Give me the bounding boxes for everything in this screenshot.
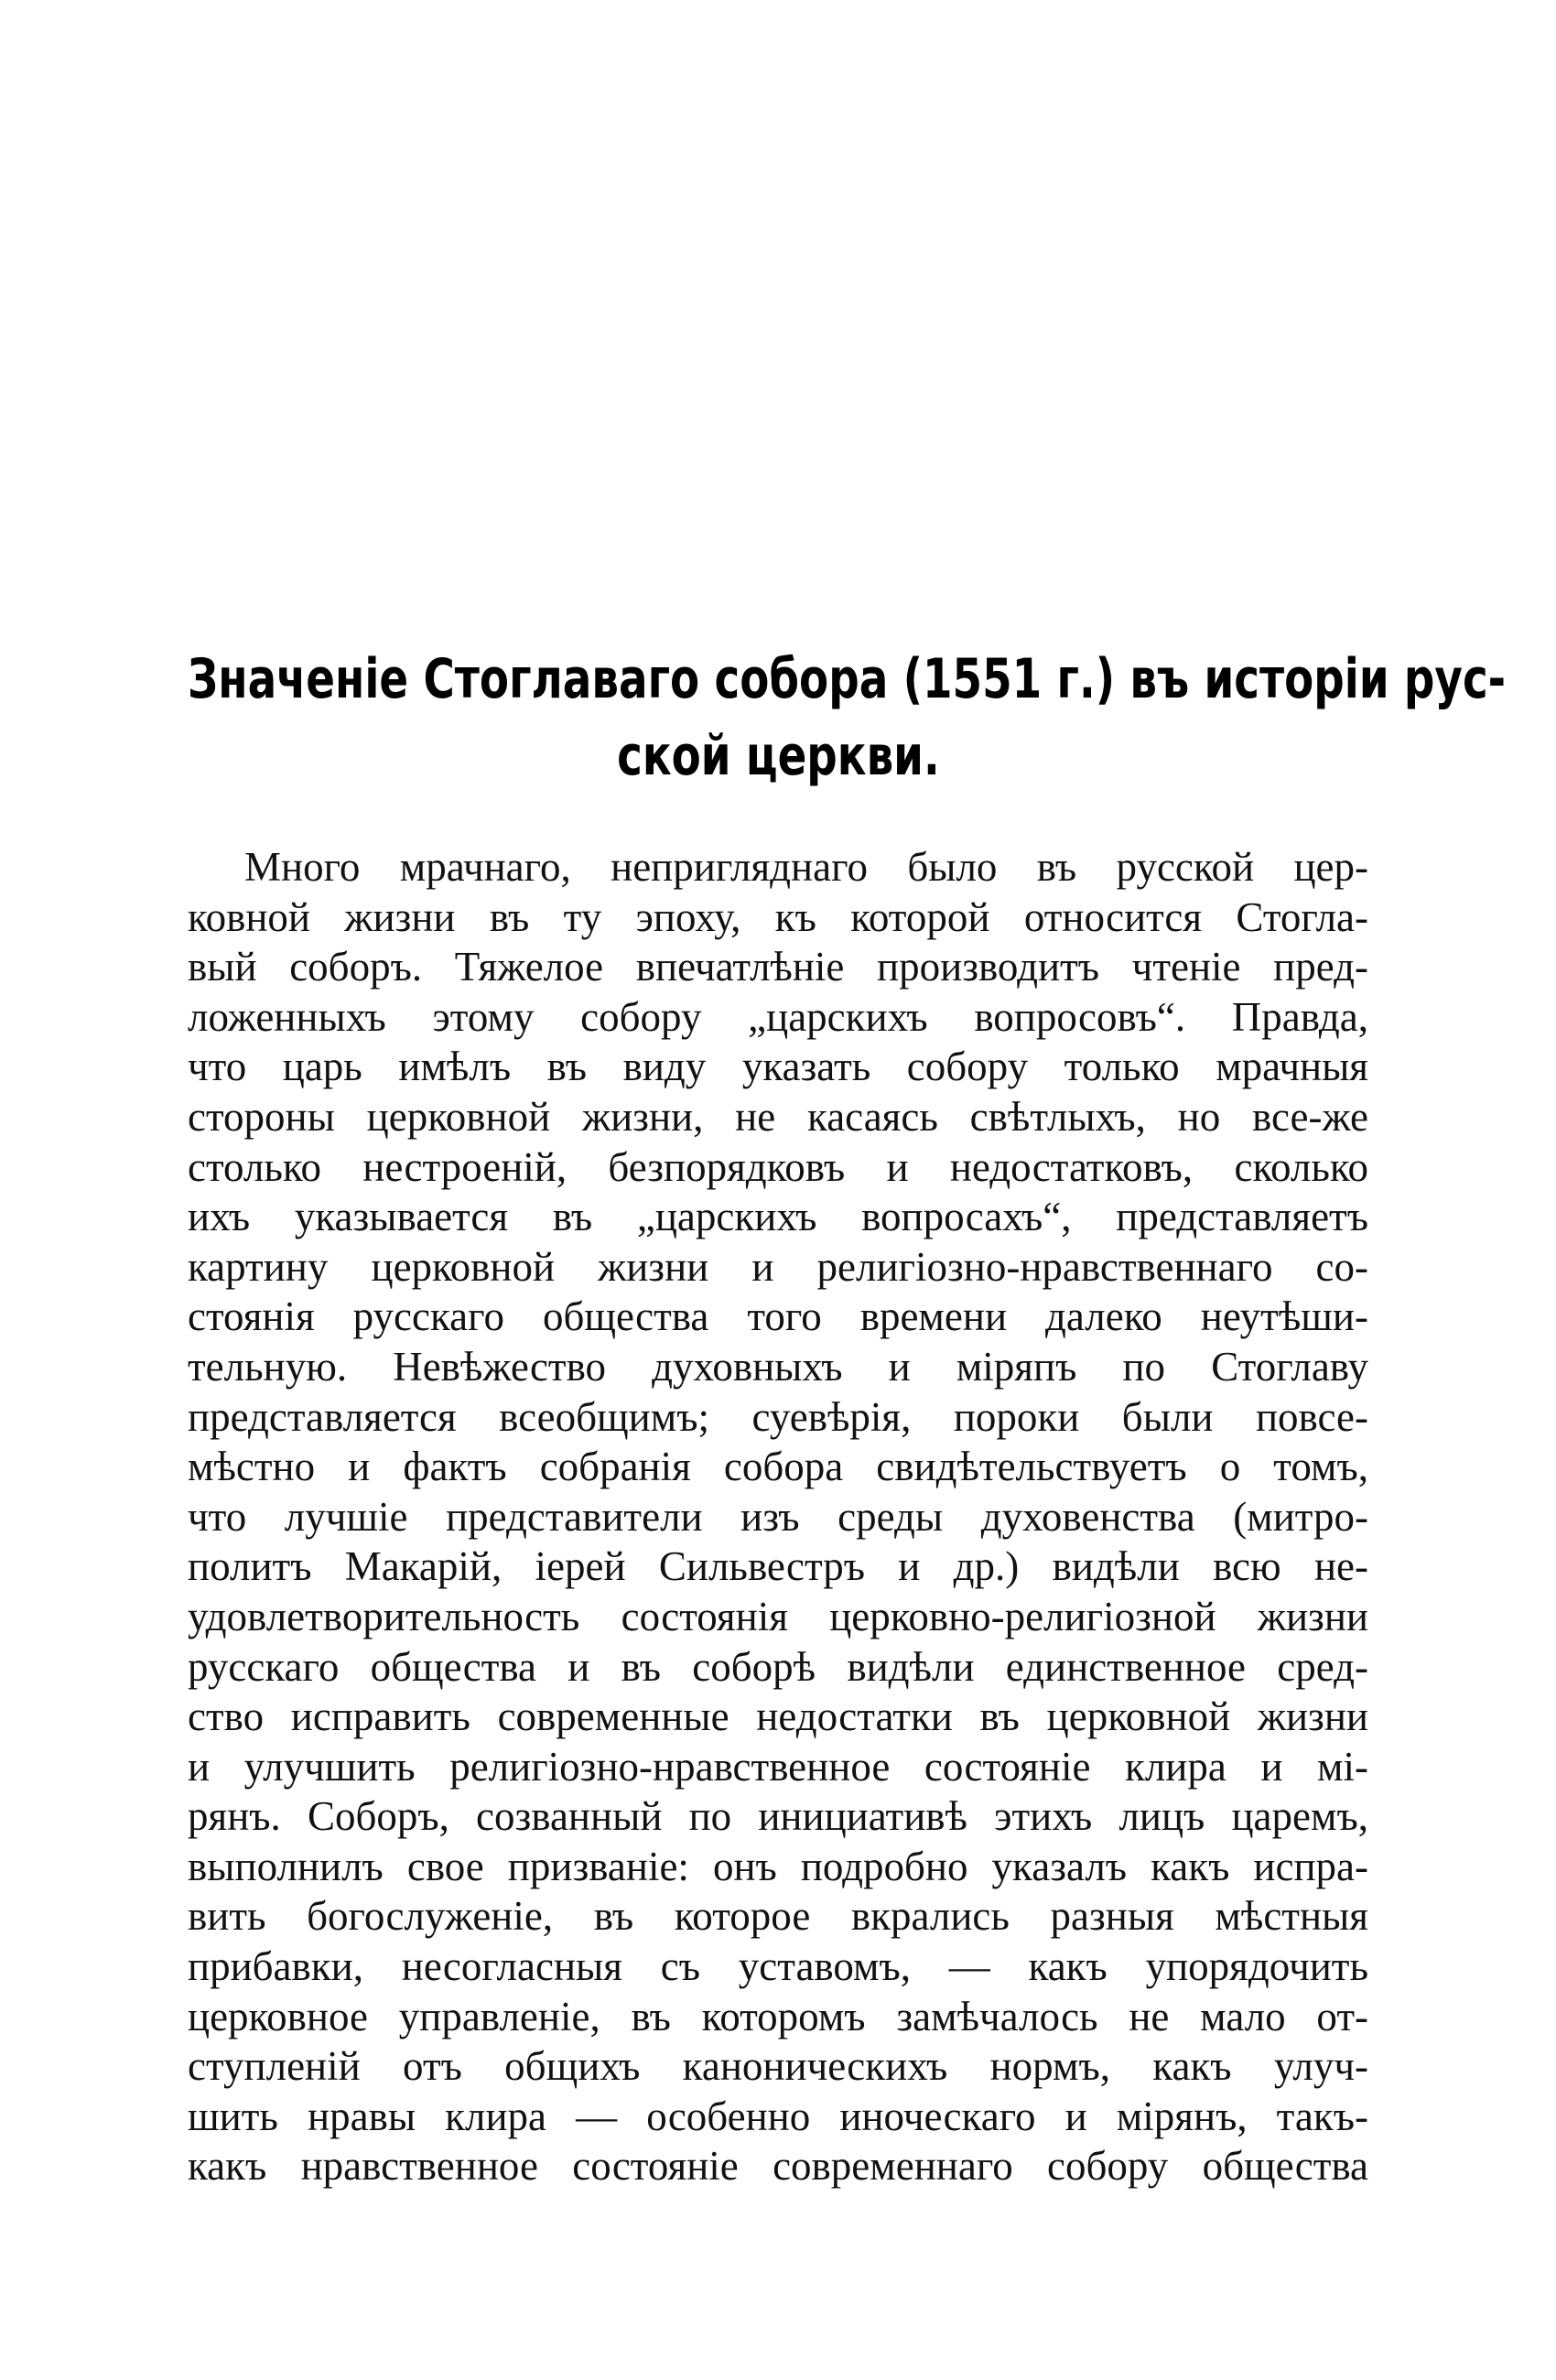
body-line: выполнилъ свое призваніе: онъ подробно указалъ какъ испра- xyxy=(188,1843,1368,1889)
chapter-title-line-1: Значеніе Стоглаваго собора (1551 г.) въ исторіи рус- xyxy=(188,647,1507,711)
body-line: церковное управленіе, въ которомъ замѣчалось не мало от- xyxy=(188,1993,1368,2039)
body-line: ложенныхъ этому собору „царскихъ вопросовъ“. Правда, xyxy=(188,993,1368,1040)
body-line: прибавки, несогласныя съ уставомъ, — какъ упорядочить xyxy=(188,1943,1368,1990)
body-line: ихъ указывается въ „царскихъ вопросахъ“, представляетъ xyxy=(188,1194,1368,1240)
body-line: ство исправить современные недостатки въ церковной жизни xyxy=(188,1693,1368,1740)
body-line: ступленій отъ общихъ каноническихъ нормъ, какъ улуч- xyxy=(188,2043,1368,2090)
chapter-title xyxy=(188,641,1507,795)
body-line: вить богослуженіе, въ которое вкрались разныя мѣстныя xyxy=(188,1893,1368,1940)
body-line: русскаго общества и въ соборѣ видѣли единственное сред- xyxy=(188,1643,1368,1690)
body-line: что лучшіе представители изъ среды духовенства (митро- xyxy=(188,1493,1368,1540)
body-line: стороны церковной жизни, не касаясь свѣтлыхъ, но все-же xyxy=(188,1093,1368,1140)
body-line: политъ Макарій, іерей Сильвестръ и др.) видѣли всю не- xyxy=(188,1543,1368,1590)
body-line: ковной жизни въ ту эпоху, къ которой относится Стогла- xyxy=(188,893,1368,940)
body-line: и улучшить религіозно-нравственное состояніе клира и мі- xyxy=(188,1743,1368,1790)
body-line: мѣстно и фактъ собранія собора свидѣтельствуетъ о томъ, xyxy=(188,1444,1368,1490)
body-line: рянъ. Соборъ, созванный по инициативѣ этихъ лицъ царемъ, xyxy=(188,1793,1368,1840)
body-line: удовлетворительность состоянія церковно-религіозной жизни xyxy=(188,1593,1368,1639)
body-text xyxy=(188,842,1368,2191)
body-line: столько нестроеній, безпорядковъ и недостатковъ, сколько xyxy=(188,1143,1368,1190)
body-line: шить нравы клира — особенно иноческаго и мірянъ, такъ- xyxy=(188,2093,1368,2139)
body-line: картину церковной жизни и религіозно-нравственнаго со- xyxy=(188,1243,1368,1290)
body-line: вый соборъ. Тяжелое впечатлѣніе производитъ чтеніе пред- xyxy=(188,944,1368,990)
body-line: что царь имѣлъ въ виду указать собору только мрачныя xyxy=(188,1044,1368,1090)
chapter-title-line-2: ской церкви. xyxy=(617,724,940,788)
body-line: представляется всеобщимъ; суевѣрія, пороки были повсе- xyxy=(188,1393,1368,1440)
body-line: тельную. Невѣжество духовныхъ и міряпъ по Стоглаву xyxy=(188,1343,1368,1390)
body-line: Много мрачнаго, непригляднаго было въ русской цер- xyxy=(244,844,1368,890)
body-line: стоянія русскаго общества того времени далеко неутѣши- xyxy=(188,1293,1368,1340)
body-line: какъ нравственное состояніе современнаго собору общества xyxy=(188,2143,1368,2190)
